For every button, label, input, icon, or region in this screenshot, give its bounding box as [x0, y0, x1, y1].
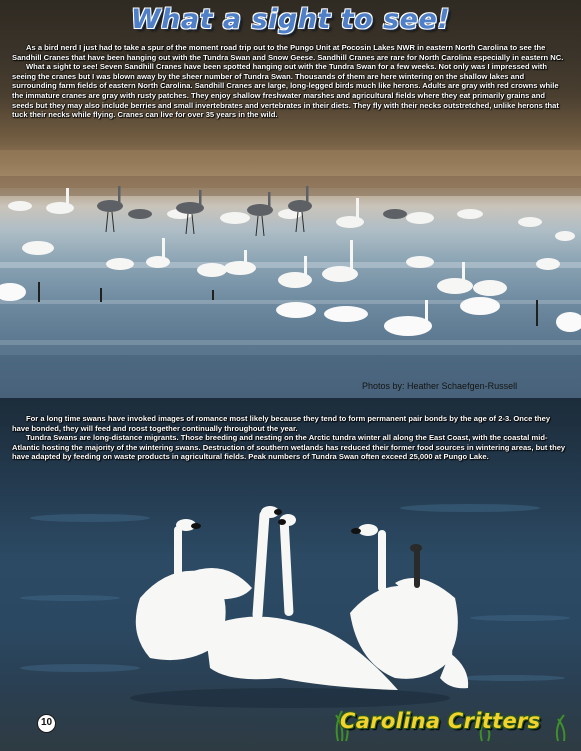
- page-number: 10: [37, 714, 56, 733]
- swans-on-water-photo: [0, 398, 581, 751]
- headline: What a sight to see!: [130, 4, 451, 35]
- brand-logo: [332, 703, 572, 743]
- swan-paragraph: Tundra Swans are long-distance migrants. Those breeding and nesting on the Arctic tundra winter all along the East Coast, with the coastal mid-Atlantic hosting the majority of the wintering swans. Destruction of southern wetlands has reduced their former food sources in wintering areas, but they have adapted by feeding on waste products in agricultural fields. Peak numbers of Tundra Swan often exceed 25,000 at Pungo Lake.: [12, 433, 566, 462]
- swan-text: [12, 414, 568, 462]
- brand-name: Carolina Critters: [340, 709, 541, 733]
- swan-paragraph: For a long time swans have invoked images of romance most likely because they tend to form permanent pair bonds by the age of 2-3. Once they have bonded, they will feed and roost together continually throughout the year.: [12, 414, 551, 433]
- intro-text: [12, 43, 568, 120]
- intro-paragraph: What a sight to see! Seven Sandhill Cranes have been spotted hanging out with the Tundra Swan for a few weeks. Not only was I impressed with seeing the cranes but I was blown away by the sheer number of Tundra Swan. Thousands of them are here wintering on the shallow lakes and surrounding farm fields of eastern North Carolina. Sandhill Cranes are large, long-legged birds much like herons. Adults are gray with red crowns while the immature cranes are gray with rusty patches. They enjoy shallow freshwater marshes and agricultural fields where they eat primarily grains and seeds but they may also include berries and small invertebrates and vertebrates in their diets. They fly with their necks outstretched, unlike herons that tuck their necks while flying. Cranes can live for over 35 years in the wild.: [12, 62, 559, 120]
- photo-credit: Photos by: Heather Schaefgen-Russell: [362, 381, 518, 391]
- intro-paragraph: As a bird nerd I just had to take a spur of the moment road trip out to the Pungo Unit at Pocosin Lakes NWR in eastern North Carolina to see the Sandhill Cranes that have been hanging out with the Tundra Swan and Snow Geese. Sandhill Cranes are rare for North Carolina especially in eastern NC.: [12, 43, 564, 62]
